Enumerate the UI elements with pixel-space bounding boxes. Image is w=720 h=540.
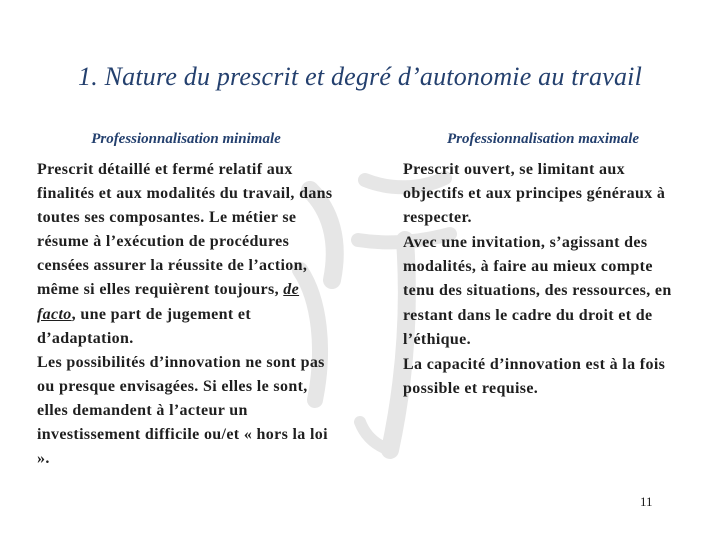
page-number: 11 bbox=[640, 494, 653, 509]
left-paragraph-2: Les possibilités d’innovation ne sont pas ou presque envisagées. Si elles le sont, elles demandent à l’acteur un investissement difficile ou/et « hors la loi ». bbox=[37, 353, 328, 468]
left-para1-start: Prescrit détaillé et fermé relatif aux finalités et aux modalités du travail, dans toutes ses composantes. Le métier se résume à l’exécution de procédures censées assurer la réussite de l’action, même si elles requièrent toujours, bbox=[37, 161, 333, 299]
slide-title: 1. Nature du prescrit et degré d’autonomie au travail bbox=[78, 62, 642, 91]
left-column-heading: Professionnalisation minimale bbox=[91, 131, 281, 147]
right-column-text bbox=[403, 158, 675, 401]
left-column-text bbox=[37, 158, 339, 471]
right-paragraph-1: Prescrit ouvert, se limitant aux objectifs et aux principes généraux à respecter. bbox=[403, 161, 666, 227]
left-paragraph-1 bbox=[37, 158, 339, 351]
left-para1-emphasis: de facto bbox=[37, 281, 300, 323]
right-paragraph-2: Avec une invitation, s’agissant des modalités, à faire au mieux compte tenu des situations, des ressources, en restant dans le cadre du droit et de l’éthique. bbox=[403, 234, 672, 348]
right-column-heading: Professionnalisation maximale bbox=[446, 131, 640, 147]
right-paragraph-3: La capacité d’innovation est à la fois possible et requise. bbox=[403, 355, 666, 397]
left-para1-end: , une part de jugement et d’adaptation. bbox=[37, 305, 252, 347]
